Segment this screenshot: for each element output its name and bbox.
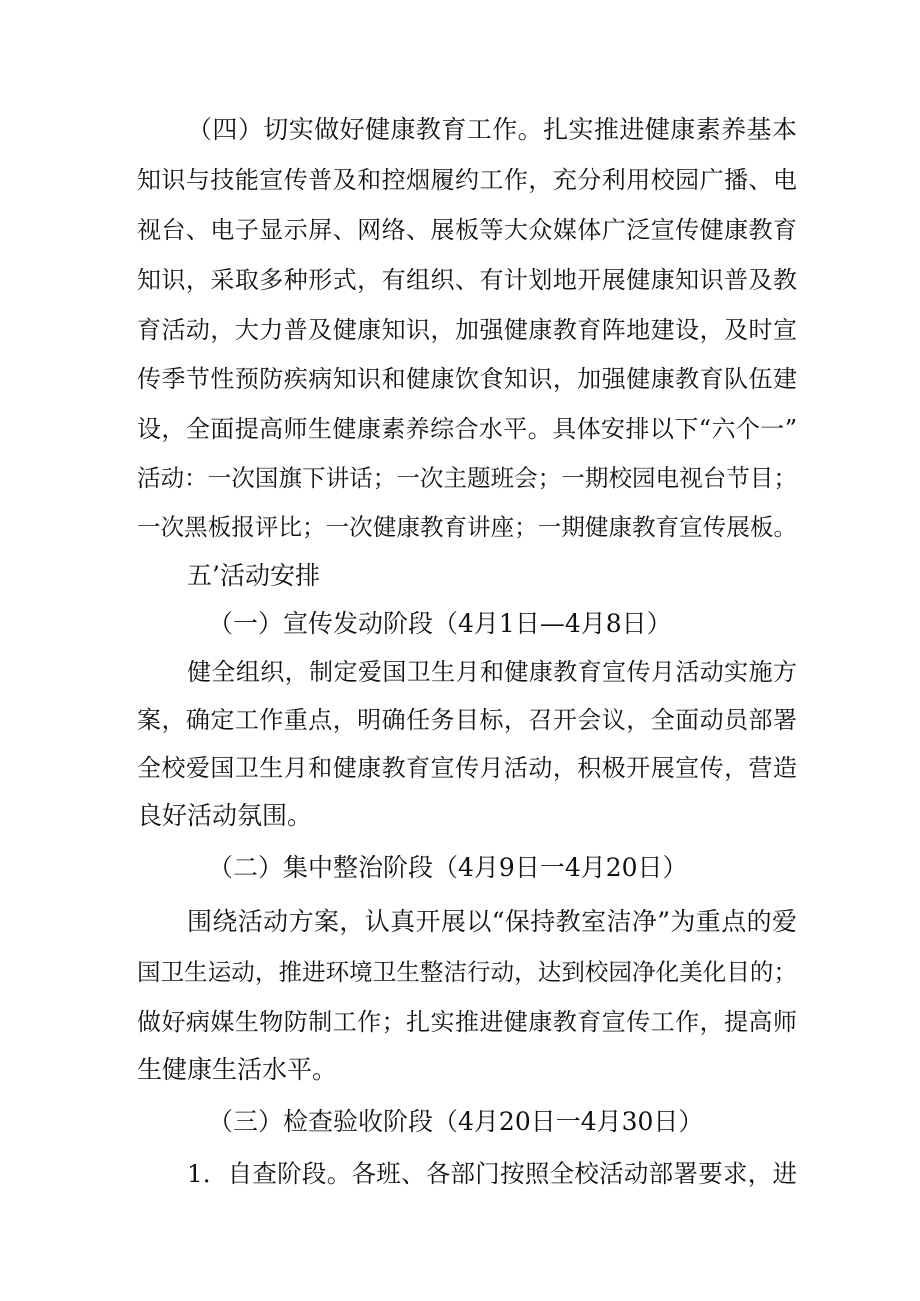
section5-title: 五’活动安排 xyxy=(187,561,320,590)
section4-line-1: （四）切实做好健康教育工作。扎实推进健康素养基本 xyxy=(187,115,797,144)
stage2-line-3: 做好病媒生物防制工作；扎实推进健康教育宣传工作，提高师 xyxy=(137,1008,797,1036)
stage1-line-3: 全校爱国卫生月和健康教育宣传月活动，积极开展宣传，营造 xyxy=(137,754,797,782)
stage3-line-1: 1．自查阶段。各班、各部门按照全校活动部署要求，进 xyxy=(187,1159,797,1188)
section4-line-7: 设，全面提高师生健康素养综合水平。具体安排以下“六个一” xyxy=(137,415,797,443)
section4-line-6: 传季节性预防疾病知识和健康饮食知识，加强健康教育队伍建 xyxy=(137,365,797,393)
stage1-title: （一）宣传发动阶段（4月1日—4月8日） xyxy=(208,609,672,638)
section4-line-2: 知识与技能宣传普及和控烟履约工作，充分利用校园广播、电 xyxy=(137,166,797,194)
stage2-line-4: 生健康生活水平。 xyxy=(137,1055,338,1084)
stage3-title: （三）检查验收阶段（4月20日一4月30日） xyxy=(208,1107,704,1136)
section4-line-8: 活动：一次国旗下讲话；一次主题班会；一期校园电视台节目； xyxy=(137,464,797,492)
stage2-line-1: 围绕活动方案，认真开展以“保持教室洁净”为重点的爱 xyxy=(187,907,797,936)
section4-line-3: 视台、电子显示屏、网络、展板等大众媒体广泛宣传健康教育 xyxy=(137,216,797,244)
stage1-line-4: 良好活动氛围。 xyxy=(137,801,313,830)
section4-line-4: 知识，采取多种形式，有组织、有计划地开展健康知识普及教 xyxy=(137,266,797,294)
section4-line-9: 一次黑板报评比；一次健康教育讲座；一期健康教育宣传展板。 xyxy=(137,513,797,541)
stage2-title: （二）集中整治阶段（4月9日一4月20日） xyxy=(208,853,688,882)
stage2-line-2: 国卫生运动，推进环境卫生整洁行动，达到校园净化美化目的； xyxy=(137,958,797,986)
section4-line-5: 育活动，大力普及健康知识，加强健康教育阵地建设，及时宣 xyxy=(137,316,797,344)
stage1-line-1: 健全组织，制定爱国卫生月和健康教育宣传月活动实施方 xyxy=(187,658,797,686)
stage1-line-2: 案，确定工作重点，明确任务目标，召开会议，全面动员部署 xyxy=(137,706,797,734)
